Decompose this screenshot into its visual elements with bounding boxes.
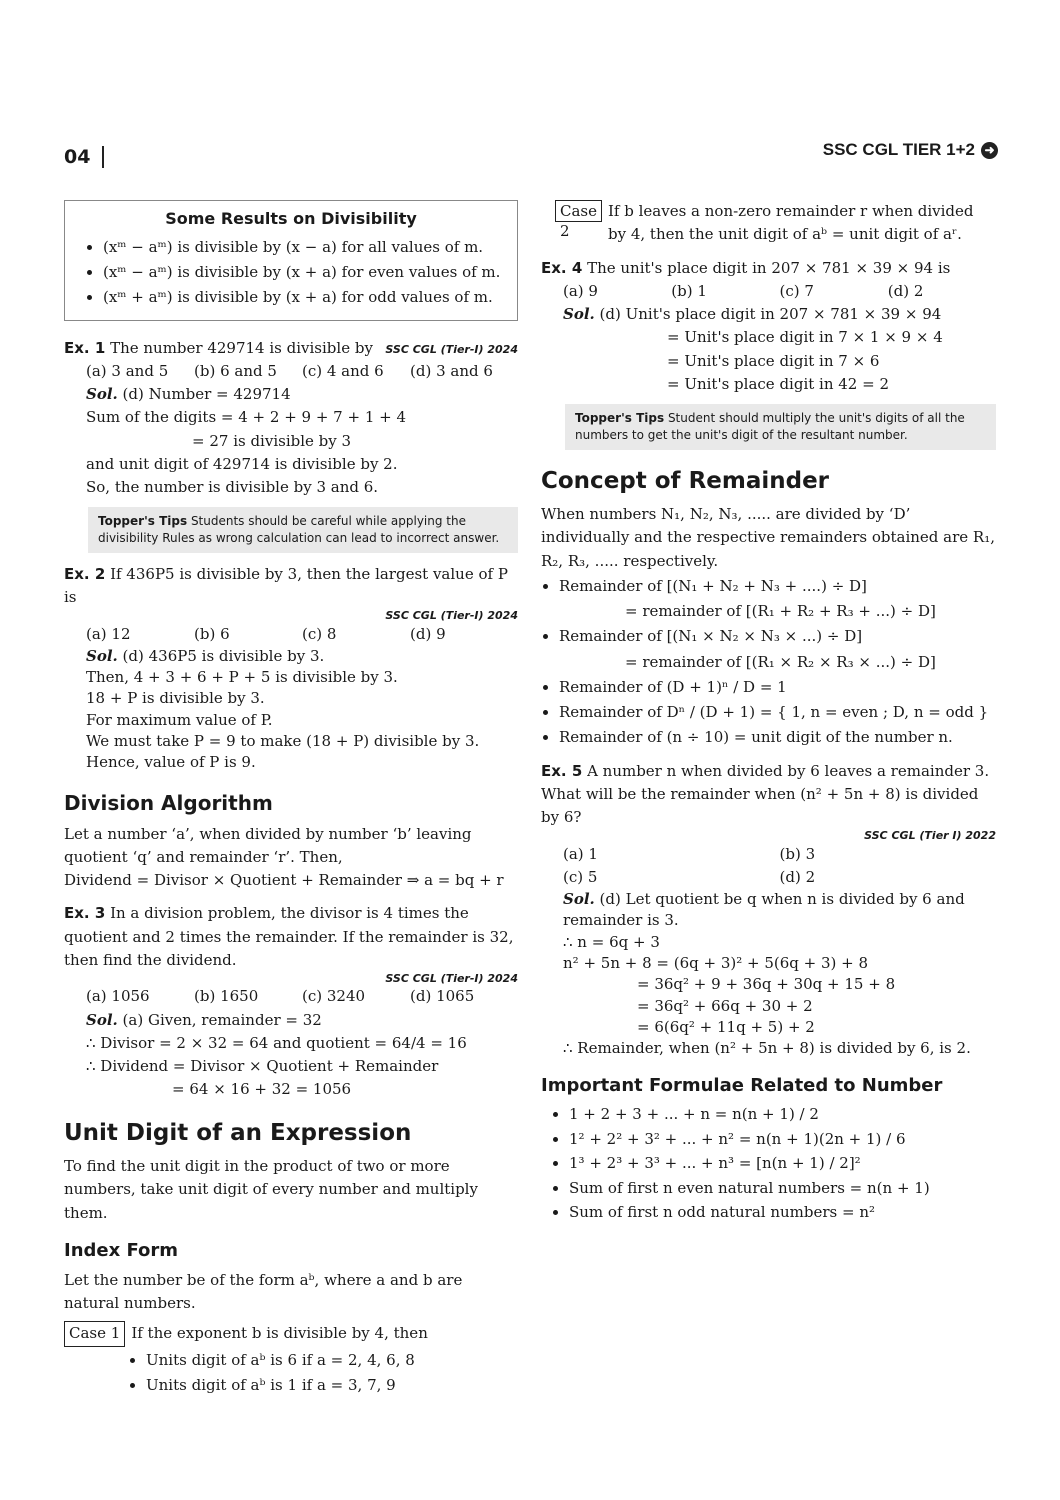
list-item: • Units digit of aᵇ is 1 if a = 3, 7, 9: [146, 1374, 518, 1397]
list-item: • (xᵐ − aᵐ) is divisible by (x − a) for all values of m.: [103, 236, 505, 259]
list-item: • Units digit of aᵇ is 6 if a = 2, 4, 6, 8: [146, 1349, 518, 1372]
remainder-heading: Concept of Remainder: [541, 467, 830, 494]
tip-label: Topper's Tips: [98, 514, 188, 529]
solution-line: (d) Unit's place digit in 207 × 781 × 39 × 94: [599, 305, 942, 323]
solution-label: Sol.: [86, 646, 118, 665]
toppers-tip: [88, 507, 518, 553]
header-divider: [102, 146, 104, 168]
unit-digit-text: To find the unit digit in the product of two or more numbers, take unit digit of every number and multiply them.: [64, 1157, 478, 1222]
solution-line: 18 + P is divisible by 3.: [86, 689, 265, 708]
option: (a) 1056: [86, 987, 150, 1006]
option: (a) 1: [563, 844, 598, 863]
source-tag: SSC CGL (Tier-I) 2024: [385, 972, 518, 986]
example-1: [64, 337, 518, 553]
toppers-tip: [565, 404, 996, 450]
example-label: Ex. 4: [541, 258, 583, 277]
solution-label: Sol.: [563, 890, 595, 909]
division-text: Let a number ‘a’, when divided by number ‘b’ leaving quotient ‘q’ and remainder ‘r’. Then,: [64, 824, 472, 866]
question-text: In a division problem, the divisor is 4 times the quotient and 2 times the remainder. If the remainder is 32, then find the dividend.: [64, 904, 514, 969]
solution-line: ∴ Dividend = Divisor × Quotient + Remainder: [86, 1057, 439, 1076]
solution-label: Sol.: [86, 385, 118, 404]
option: (d) 9: [410, 624, 446, 643]
option: (c) 8: [302, 624, 337, 643]
option: (a) 12: [86, 624, 131, 643]
option: (b) 1: [671, 281, 707, 300]
solution-line: Then, 4 + 3 + 6 + P + 5 is divisible by 3.: [86, 668, 398, 687]
solution-line: ∴ Remainder, when (n² + 5n + 8) is divided by 6, is 2.: [563, 1039, 971, 1058]
tip-text: Students should be careful while applying the divisibility Rules as wrong calculation can lead to incorrect answer.: [98, 514, 500, 546]
list-item: = remainder of [(R₁ × R₂ × R₃ × ...) ÷ D]: [625, 652, 936, 671]
divisibility-box: [64, 200, 518, 321]
solution-line: So, the number is divisible by 3 and 6.: [86, 478, 379, 497]
box-title: Some Results on Divisibility: [165, 209, 417, 228]
example-2: [64, 563, 518, 774]
option: (a) 9: [563, 281, 598, 300]
list-item: • Remainder of [(N₁ × N₂ × N₃ × ...) ÷ D]: [559, 625, 996, 648]
solution-line: Sum of the digits = 4 + 2 + 9 + 7 + 1 + 4: [86, 408, 407, 427]
option: (d) 2: [887, 281, 924, 300]
case-1-label: Case 1: [64, 1321, 125, 1346]
option: (a) 3 and 5: [86, 361, 169, 380]
unit-digit-heading: Unit Digit of an Expression: [64, 1119, 412, 1146]
tip-text: Student should multiply the unit's digits of all the numbers to get the unit's digit of the resultant number.: [575, 411, 965, 442]
option: (b) 6 and 5: [194, 361, 277, 380]
remainder-text: When numbers N₁, N₂, N₃, ..... are divided by ‘D’ individually and the respective remainders obtained are R₁, R₂, R₃, ..... respectively.: [541, 505, 995, 570]
example-label: Ex. 1: [64, 338, 106, 357]
list-item: • (xᵐ + aᵐ) is divisible by (x + a) for odd values of m.: [103, 286, 505, 309]
option: (c) 7: [779, 281, 814, 300]
solution-line: = Unit's place digit in 7 × 6: [667, 351, 880, 370]
question-text: The number 429714 is divisible by: [110, 338, 373, 357]
case-1-text: If the exponent b is divisible by 4, then: [131, 1324, 428, 1343]
solution-line: Hence, value of P is 9.: [86, 753, 256, 772]
list-item: • Remainder of Dⁿ / (D + 1) = { 1, n = even ; D, n = odd }: [559, 701, 996, 724]
solution-line: For maximum value of P.: [86, 710, 273, 729]
option: (d) 3 and 6: [410, 361, 493, 380]
case-2-label: Case 2: [555, 200, 602, 222]
option: (c) 4 and 6: [302, 361, 384, 380]
solution-line: n² + 5n + 8 = (6q + 3)² + 5(6q + 3) + 8: [563, 954, 869, 973]
division-formula: Dividend = Divisor × Quotient + Remainder ⇒ a = bq + r: [64, 871, 504, 890]
right-column: [541, 200, 996, 1226]
solution-line: = 6(6q² + 11q + 5) + 2: [637, 1017, 815, 1036]
list-item: • 1 + 2 + 3 + ... + n = n(n + 1) / 2: [569, 1103, 996, 1126]
option: (d) 2: [779, 867, 816, 886]
solution-line: We must take P = 9 to make (18 + P) divisible by 3.: [86, 732, 480, 751]
solution-line: (d) Number = 429714: [122, 385, 291, 404]
question-text: A number n when divided by 6 leaves a remainder 3. What will be the remainder when (n² + 5n + 8) is divided by 6?: [541, 761, 990, 827]
option: (c) 5: [563, 867, 598, 886]
source-tag: SSC CGL (Tier-I) 2024: [385, 342, 518, 356]
book-title-text: SSC CGL TIER 1+2: [822, 140, 975, 159]
list-item: • 1² + 2² + 3² + ... + n² = n(n + 1)(2n + 1) / 6: [569, 1128, 996, 1151]
list-item: • 1³ + 2³ + 3³ + ... + n³ = [n(n + 1) / 2]²: [569, 1152, 996, 1175]
source-tag: SSC CGL (Tier-I) 2024: [385, 609, 518, 623]
option: (d) 1065: [410, 987, 475, 1006]
book-title: [823, 140, 998, 160]
solution-line: (d) Let quotient be q when n is divided by 6 and remainder is 3.: [563, 890, 965, 930]
option: (b) 3: [779, 844, 816, 863]
solution-line: and unit digit of 429714 is divisible by 2.: [86, 454, 398, 473]
solution-label: Sol.: [563, 305, 595, 323]
arrow-right-icon: ➜: [981, 142, 998, 159]
solution-line: = 36q² + 9 + 36q + 30q + 15 + 8: [637, 975, 896, 994]
list-item: • Sum of first n even natural numbers = n(n + 1): [569, 1177, 996, 1200]
solution-line: (d) 436P5 is divisible by 3.: [122, 646, 325, 665]
index-heading: Index Form: [64, 1239, 179, 1261]
solution-line: (a) Given, remainder = 32: [122, 1010, 322, 1029]
example-label: Ex. 3: [64, 904, 106, 923]
formulae-heading: Important Formulae Related to Number: [541, 1074, 943, 1096]
example-4: [541, 257, 996, 450]
left-column: [64, 200, 518, 1399]
example-3: [64, 902, 518, 1101]
list-item: • Remainder of (n ÷ 10) = unit digit of the number n.: [559, 726, 996, 749]
page-number: 04: [64, 146, 91, 168]
example-label: Ex. 2: [64, 564, 106, 583]
list-item: • (xᵐ − aᵐ) is divisible by (x + a) for even values of m.: [103, 261, 505, 284]
question-text: If 436P5 is divisible by 3, then the largest value of P is: [64, 564, 508, 607]
list-item: • Remainder of (D + 1)ⁿ / D = 1: [559, 676, 996, 699]
solution-line: = Unit's place digit in 42 = 2: [667, 374, 889, 393]
source-tag: SSC CGL (Tier I) 2022: [864, 829, 996, 843]
case-2-text: If b leaves a non-zero remainder r when divided by 4, then the unit digit of aᵇ = unit digit of aʳ.: [608, 202, 974, 244]
list-item: • Sum of first n odd natural numbers = n²: [569, 1201, 996, 1224]
solution-line: ∴ n = 6q + 3: [563, 932, 660, 951]
example-label: Ex. 5: [541, 761, 583, 780]
solution-line: = 27 is divisible by 3: [192, 431, 352, 450]
index-text: Let the number be of the form aᵇ, where a and b are natural numbers.: [64, 1270, 463, 1313]
list-item: = remainder of [(R₁ + R₂ + R₃ + ...) ÷ D]: [625, 602, 936, 621]
tip-label: Topper's Tips: [575, 411, 665, 425]
example-5: [541, 760, 996, 1060]
option: (b) 1650: [194, 987, 259, 1006]
option: (c) 3240: [302, 987, 366, 1006]
list-item: • Remainder of [(N₁ + N₂ + N₃ + ....) ÷ D]: [559, 575, 996, 598]
solution-line: = 36q² + 66q + 30 + 2: [637, 996, 813, 1015]
solution-line: = 64 × 16 + 32 = 1056: [172, 1080, 352, 1099]
option: (b) 6: [194, 624, 230, 643]
solution-line: ∴ Divisor = 2 × 32 = 64 and quotient = 64/4 = 16: [86, 1033, 467, 1052]
question-text: The unit's place digit in 207 × 781 × 39 × 94 is: [587, 258, 951, 277]
solution-line: = Unit's place digit in 7 × 1 × 9 × 4: [667, 328, 943, 347]
division-heading: Division Algorithm: [64, 790, 273, 815]
solution-label: Sol.: [86, 1010, 118, 1029]
